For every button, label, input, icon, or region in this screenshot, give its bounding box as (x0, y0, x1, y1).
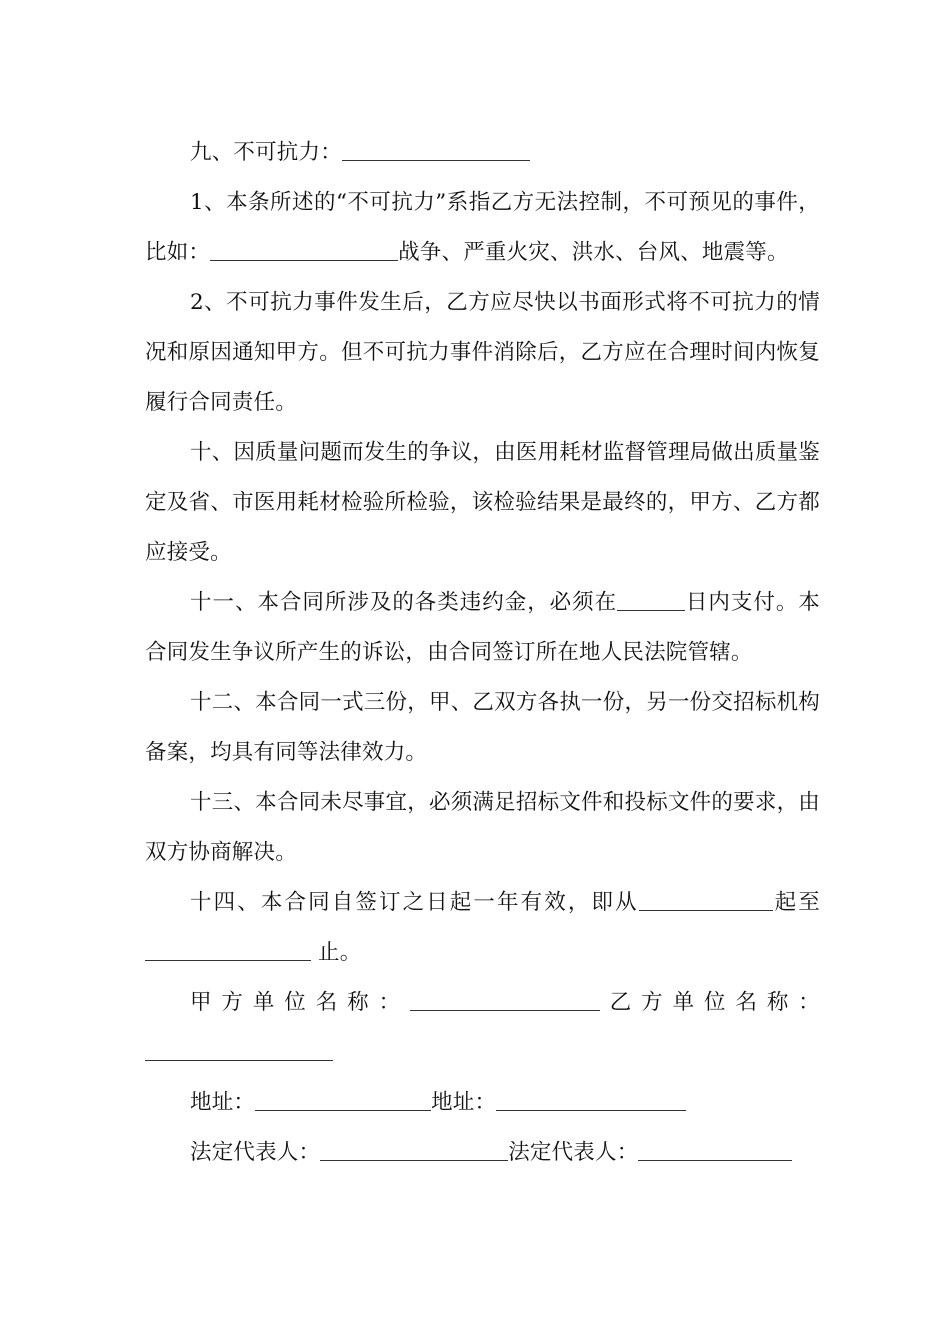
party-a-name-label: 甲方单位名称： (190, 990, 410, 1015)
party-a-rep-field[interactable] (320, 1140, 508, 1161)
clause-9-text: 九、不可抗力： (190, 140, 342, 165)
clause-14-text-end: 止。 (311, 940, 362, 965)
clause-9-1-text-end: 战争、严重火灾、洪水、台风、地震等。 (398, 240, 789, 265)
clause-11-text-end: 日内支付。本合同发生争议所产生的诉讼，由合同签订所在地人民法院管辖。 (145, 590, 821, 665)
party-b-name-field[interactable] (145, 1040, 333, 1061)
party-b-rep-field[interactable] (638, 1140, 792, 1161)
clause-13: 十三、本合同未尽事宜，必须满足招标文件和投标文件的要求，由双方协商解决。 (145, 790, 820, 865)
clause-14-text-mid: 起至 (772, 890, 820, 915)
clause-10: 十、因质量问题而发生的争议，由医用耗材监督管理局做出质量鉴定及省、市医用耗材检验所检验，该检验结果是最终的，甲方、乙方都应接受。 (145, 440, 820, 565)
clause-12: 十二、本合同一式三份，甲、乙双方各执一份，另一份交招标机构备案，均具有同等法律效力。 (145, 690, 820, 765)
clause-14-text: 十四、本合同自签订之日起一年有效，即从 (190, 890, 639, 915)
party-b-rep-label: 法定代表人： (508, 1140, 639, 1165)
address-row (145, 1078, 820, 1128)
clause-9-heading (145, 128, 820, 178)
clause-9-1-text: 1、本条所述的“不可抗力”系指乙方无法控制，不可预见的事件，比如： (145, 190, 820, 265)
party-b-address-label: 地址： (431, 1090, 497, 1115)
end-date-field[interactable] (145, 940, 311, 961)
legal-rep-row (145, 1128, 820, 1178)
contract-body (145, 128, 820, 1178)
party-a-name-field[interactable] (410, 990, 600, 1011)
party-a-address-label: 地址： (190, 1090, 256, 1115)
clause-11-text: 十一、本合同所涉及的各类违约金，必须在 (190, 590, 618, 615)
clause-14 (145, 878, 820, 978)
party-a-rep-label: 法定代表人： (190, 1140, 321, 1165)
party-a-address-field[interactable] (255, 1090, 431, 1111)
clause-9-1 (145, 178, 820, 278)
party-names-row (145, 978, 820, 1078)
party-b-address-field[interactable] (496, 1090, 686, 1111)
start-date-field[interactable] (639, 890, 773, 911)
days-blank-field[interactable] (617, 590, 685, 611)
party-b-name-label: 乙方单位名称： (600, 990, 820, 1015)
blank-field[interactable] (210, 240, 398, 261)
blank-field[interactable] (342, 140, 530, 161)
clause-11 (145, 578, 820, 678)
clause-9-2: 2、不可抗力事件发生后，乙方应尽快以书面形式将不可抗力的情况和原因通知甲方。但不可抗力事件消除后，乙方应在合理时间内恢复履行合同责任。 (145, 290, 820, 415)
